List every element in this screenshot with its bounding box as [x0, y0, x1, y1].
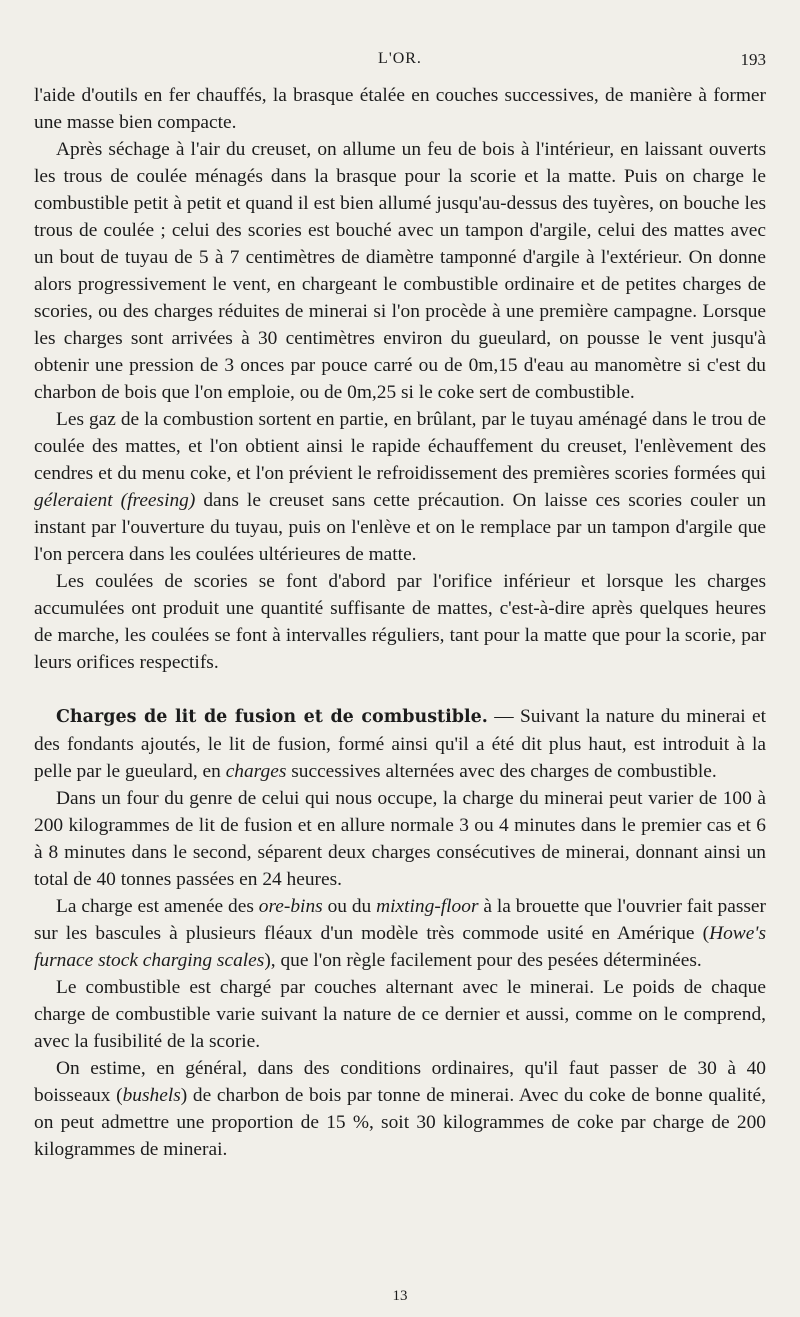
page-header	[34, 50, 766, 74]
paragraph-9-text-a: On estime, en général, dans des conditions ordinaires, qu'il faut passer de 30 à 40 boisseaux (	[34, 1058, 766, 1106]
paragraph-7-italic-3: Howe's furnace stock charging scales	[34, 923, 766, 971]
running-title: L'OR.	[378, 50, 422, 67]
paragraph-7-italic-2: mixting-floor	[376, 896, 479, 917]
page-number: 193	[740, 50, 766, 69]
paragraph-7-text-d: ), que l'on règle facilement pour des pesées déterminées.	[264, 950, 702, 971]
paragraph-9-text-b: ) de charbon de bois par tonne de minerai. Avec du coke de bonne qualité, on peut admettre une proportion de 15 %, soit 30 kilogrammes de coke par charge de 200 kilogrammes de minerai.	[34, 1085, 766, 1160]
body-text	[34, 82, 766, 1163]
paragraph-9-italic: bushels	[122, 1085, 181, 1106]
paragraph-7-text-a: La charge est amenée des	[56, 896, 254, 917]
paragraph-9	[34, 1055, 766, 1163]
paragraph-2: Après séchage à l'air du creuset, on allume un feu de bois à l'intérieur, en laissant ouverts les trous de coulée ménagés dans la brasque pour la scorie et la matte. Puis on charge le combustible petit à petit et quand il est bien allumé jusqu'au-dessus des tuyères, on bouche les trous de coulée ; celui des scories est bouché avec un tampon d'argile, celui des mattes avec un bout de tuyau de 5 à 7 centimètres de diamètre tamponné d'argile à l'extérieur. On donne alors progressivement le vent, en chargeant le combustible ordinaire et de petites charges de scories, ou des charges réduites de minerai si l'on procède à une première campagne. Lorsque les charges sont arrivées à 30 centimètres environ du gueulard, on pousse le vent jusqu'à obtenir une pression de 3 onces par pouce carré ou de 0m,15 d'eau au manomètre si c'est du charbon de bois que l'on emploie, ou de 0m,25 si le coke sert de combustible.	[34, 139, 766, 403]
paragraph-5	[34, 703, 766, 785]
paragraph-5-text-a: — Suivant la nature du minerai et des fondants ajoutés, le lit de fusion, formé ainsi qu'il a été dit plus haut, est introduit à la pelle par le gueulard, en	[34, 706, 766, 782]
paragraph-5-italic: charges	[225, 761, 287, 782]
paragraph-3-italic-1: géleraient	[34, 490, 113, 511]
paragraph-6: Dans un four du genre de celui qui nous occupe, la charge du minerai peut varier de 100 à 200 kilogrammes de lit de fusion et en allure normale 3 ou 4 minutes dans le premier cas et 6 à 8 minutes dans le second, séparent deux charges consécutives de minerai, donnant ainsi un total de 40 tonnes passées en 24 heures.	[34, 788, 766, 890]
paragraph-7-text-c: à la brouette que l'ouvrier fait passer sur les bascules à plusieurs fléaux d'un modèle très commode usité en Amérique (	[34, 896, 766, 944]
section-title: Charges de lit de fusion et de combustible.	[56, 707, 488, 727]
paragraph-8: Le combustible est chargé par couches alternant avec le minerai. Le poids de chaque charge de combustible varie suivant la nature de ce dernier et aussi, comme on le comprend, avec la fusibilité de la scorie.	[34, 977, 766, 1052]
signature-mark: 13	[392, 1288, 408, 1304]
paragraph-3	[34, 406, 766, 568]
paragraph-5-text-b: successives alternées avec des charges de combustible.	[291, 761, 717, 782]
paragraph-3-text-a: Les gaz de la combustion sortent en partie, en brûlant, par le tuyau aménagé dans le trou de coulée des mattes, et l'on obtient ainsi le rapide échauffement du creuset, l'enlèvement des cendres et du menu coke, et l'on prévient le refroidissement des premières scories formées qui	[34, 409, 766, 484]
paragraph-1: l'aide d'outils en fer chauffés, la brasque étalée en couches successives, de manière à former une masse bien compacte.	[34, 85, 766, 133]
paragraph-3-text-b: dans le creuset sans cette précaution. On laisse ces scories couler un instant par l'ouverture du tuyau, puis on l'enlève et on le remplace par un tampon d'argile que l'on percera dans les coulées ultérieures de matte.	[34, 490, 766, 565]
paragraph-7	[34, 893, 766, 974]
paragraph-7-italic-1: ore-bins	[258, 896, 323, 917]
paragraph-4: Les coulées de scories se font d'abord par l'orifice inférieur et lorsque les charges accumulées ont produit une quantité suffisante de mattes, c'est-à-dire après quelques heures de marche, les coulées se font à intervalles réguliers, tant pour la matte que pour la scorie, par leurs orifices respectifs.	[34, 571, 766, 673]
paragraph-3-italic-2: (freesing)	[120, 490, 196, 511]
paragraph-7-text-b: ou du	[327, 896, 372, 917]
